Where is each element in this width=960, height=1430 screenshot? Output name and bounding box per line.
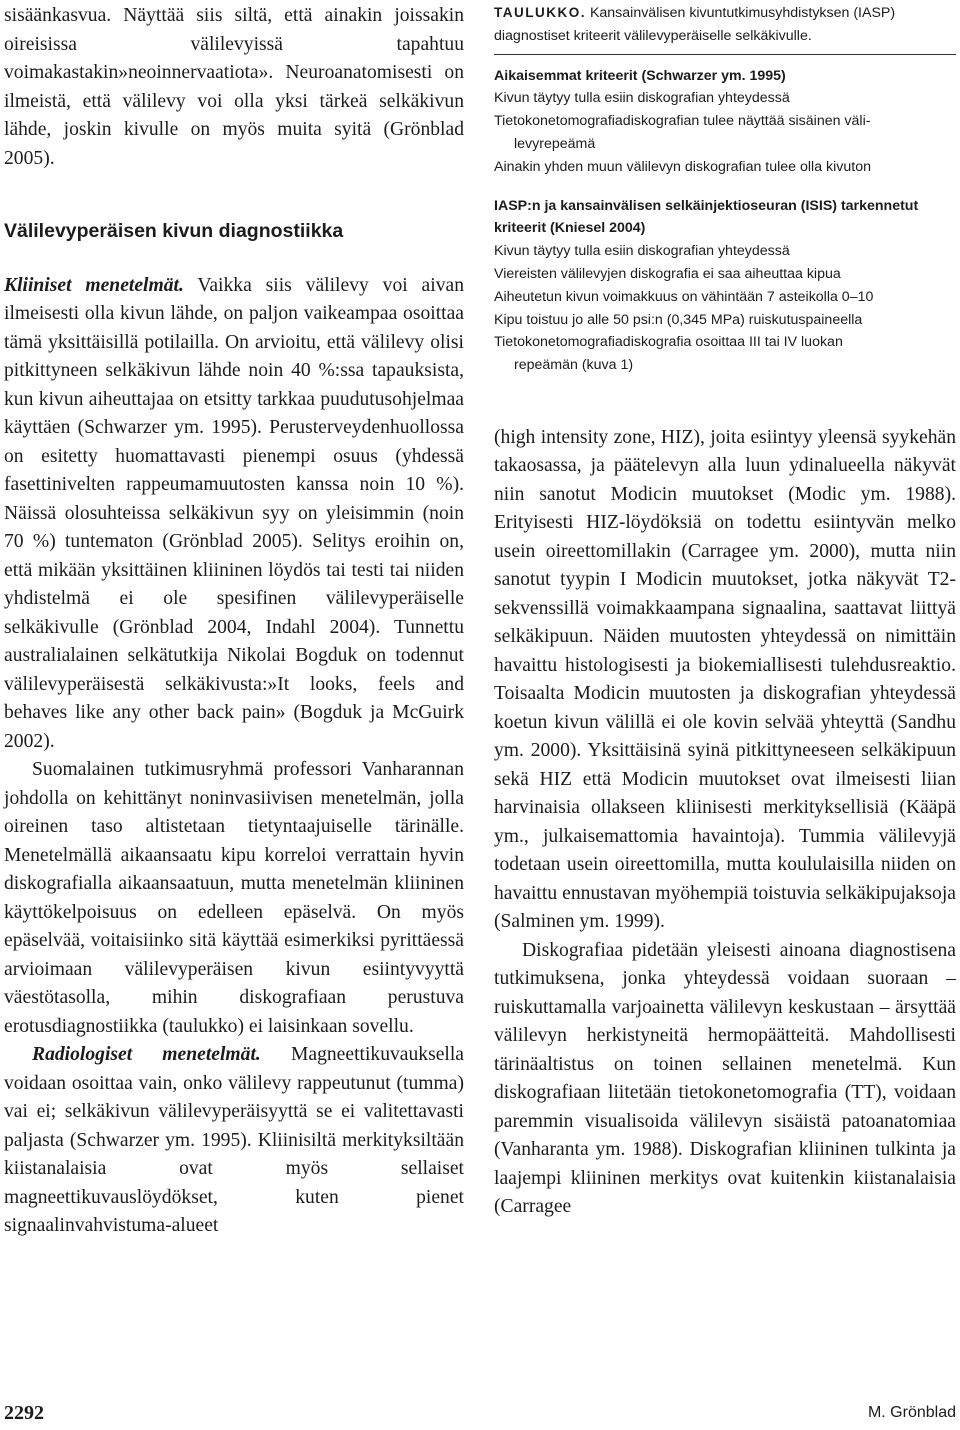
run-in-heading: Radiologiset menetelmät.: [32, 1044, 261, 1065]
table-section: [494, 195, 956, 377]
table-row-text: Tietokonetomografiadiskografian tulee näyttää sisäinen väli-: [494, 113, 871, 130]
table-caption: [494, 2, 956, 48]
paragraph-text: Vaikka siis välilevy voi aivan ilmeisesti olla kivun lähde, on paljon vaikeampaa osoittaa tämä yksittäisillä potilailla. On arvioitu, että välilevy olisi pitkittyneen selkäkivun lähde noin 40 %:ssa tapauksista, kun kivun aiheuttajaa on etsitty tarkkaa puudutusohjelmaa käyttäen (Schwarzer ym. 1995). Perusterveydenhuollossa on esitetty huomattavasti pienempi osuus (yhdessä fasettinivelten rappeumamuutosten kanssa noin 10 %). Näissä olosuhteissa selkäkivun syy on yleisimmin (noin 70 %) tuntematon (Grönblad 2005). Selitys eroihin on, että mikään yksittäinen kliininen löydös tai testi tai niiden yhdistelmä ei ole spesifinen välilevyperäiselle selkäkivulle (Grönblad 2004, Indahl 2004). Tunnettu australialainen selkätutkija Nikolai Bogduk on todennut välilevyperäisestä selkäkivusta:»It looks, feels and behaves like any other back pain» (Bogduk ja McGuirk 2002).: [4, 274, 464, 752]
table-section: [494, 65, 956, 179]
paragraph: sisäänkasvua. Näyttää siis siltä, että ainakin joissakin oireisissa välilevyissä tapahtuu voimakastakin»neoinnervaatiota». Neuroanatomisesti on ilmeistä, että välilevy voi olla yksi tärkeä selkäkivun lähde, joskin kivulle on myös muita syitä (Grönblad 2005).: [4, 5, 464, 169]
left-column: [4, 0, 464, 1241]
table-label: TAULUKKO.: [494, 5, 586, 20]
criteria-table: [494, 2, 956, 377]
table-section-title: IASP:n ja kansainvälisen selkäinjektioseuran (ISIS) tarkennetut: [494, 197, 919, 214]
table-row: Aiheutetun kivun voimakkuus on vähintään 7 asteikolla 0–10: [494, 288, 874, 305]
table-row: [494, 331, 956, 377]
paragraph: Diskografiaa pidetään yleisesti ainoana diagnostisena tutkimuksena, jonka yhteydessä voidaan suoraan – ruiskuttamalla varjoainetta välilevyn keskustaan – ärsyttää välilevyn herkistyneitä hermopäätteitä. Mahdollisesti tärinäaltistus on toinen sellainen menetelmä. Kun diskografiaan liitetään tietokonetomografia (TT), voidaan paremmin visualisoida välilevyn sisäistä patoanatomiaa (Vanharanta ym. 1988). Diskografian kliininen tulkinta ja laajempi kliininen merkitys ovat kuitenkin kiistanalaisia (Carragee: [494, 939, 956, 1218]
paragraph: [4, 1041, 464, 1241]
table-caption-text: Kansainvälisen kivuntutkimusyhdistyksen (IASP) diagnostiset kriteerit välilevyperäiselle selkäkivulle.: [494, 5, 896, 44]
run-in-heading: Kliiniset menetelmät.: [4, 274, 184, 296]
table-row: Viereisten välilevyjen diskografia ei saa aiheuttaa kipua: [494, 265, 841, 282]
section-heading: Välilevyperäisen kivun diagnostiikka: [4, 220, 344, 242]
paragraph: (high intensity zone, HIZ), joita esiintyy yleensä syykehän takaosassa, ja päätelevyn alla luun ydinalueella näkyvät niin sanotut Modicin muutokset (Modic ym. 1988). Erityisesti HIZ-löydöksiä on todettu esiintyvän melko usein oireettomillakin (Carragee ym. 2000), mutta niin sanotut tyypin I Modicin muutokset, jotka näkyvät T2-sekvenssillä voimakkaampana signaalina, saattavat liittyä selkäkipuun. Näiden muutosten yhteydessä on nimittäin havaittu histologisesti ja biokemiallisesti tulehdusreaktio. Toisaalta Modicin muutosten ja diskografian yhteydessä koetun kivun välillä ei ole kovin selvää yhteyttä (Sandhu ym. 2000). Yksittäisinä syinä pitkittyneeseen selkäkipuun sekä HIZ että Modicin muutokset ovat ilmeisesti liian harvinaisia ollakseen kliinisesti merkityksellisiä (Kääpä ym., julkaisemattomia havaintoja). Tummia välilevyjä todetaan usein oireettomilla, mutta koululaisilla niiden on havaittu ennustavan myöhempiä toistuvia selkäkipujaksoja (Salminen ym. 1999).: [494, 426, 956, 933]
paragraph-text: Magneettikuvauksella voidaan osoittaa vain, onko välilevy rappeutunut (tumma) vai ei; selkäkivun välilevyperäisyyttä se ei valitettavasti paljasta (Schwarzer ym. 1995). Kliinisiltä merkityksiltään kiistanalaisia ovat myös sellaiset magneettikuvauslöydökset, kuten pienet signaalinvahvistuma-alueet: [4, 1044, 464, 1236]
right-body-text: [494, 424, 956, 1222]
paragraph: [4, 272, 464, 757]
paragraph: Suomalainen tutkimusryhmä professori Vanharannan johdolla on kehittänyt noninvasiivisen menetelmän, jolla oireinen taso altistetaan tietyntaajuiselle tärinälle. Menetelmällä aikaansaatu kipu korreloi verrattain hyvin diskografialla aikaansaatuun, mutta menetelmän kliininen käyttökelpoisuus on edelleen epäselvä. On myös epäselvää, voitaisiinko sitä käyttää esimerkiksi pyrittäessä arvioimaan välilevyperäisen kivun esiintyvyyttä väestötasolla, mihin diskografiaan perustuva erotusdiagnostiikka (taulukko) ei laisinkaan sovellu.: [4, 759, 464, 1037]
page-number: 2292: [4, 1402, 44, 1424]
table-row-continuation: levyrepeämä: [514, 135, 596, 152]
table-row: Ainakin yhden muun välilevyn diskografian tulee olla kivuton: [494, 158, 871, 175]
table-row: [494, 110, 956, 156]
table-row-continuation: repeämän (kuva 1): [514, 357, 634, 374]
table-section-title: kriteerit (Kniesel 2004): [494, 220, 646, 237]
table-row: Kipu toistuu jo alle 50 psi:n (0,345 MPa) ruiskutuspaineella: [494, 311, 863, 328]
table-row: Kivun täytyy tulla esiin diskografian yhteydessä: [494, 90, 790, 107]
right-column: [494, 0, 956, 1222]
table-section-title: Aikaisemmat kriteerit (Schwarzer ym. 1995): [494, 67, 786, 84]
running-footer-author: M. Grönblad: [867, 1404, 956, 1421]
table-row-text: Tietokonetomografiadiskografia osoittaa III tai IV luokan: [494, 334, 843, 351]
table-rule: [494, 54, 956, 55]
table-row: Kivun täytyy tulla esiin diskografian yhteydessä: [494, 243, 790, 260]
